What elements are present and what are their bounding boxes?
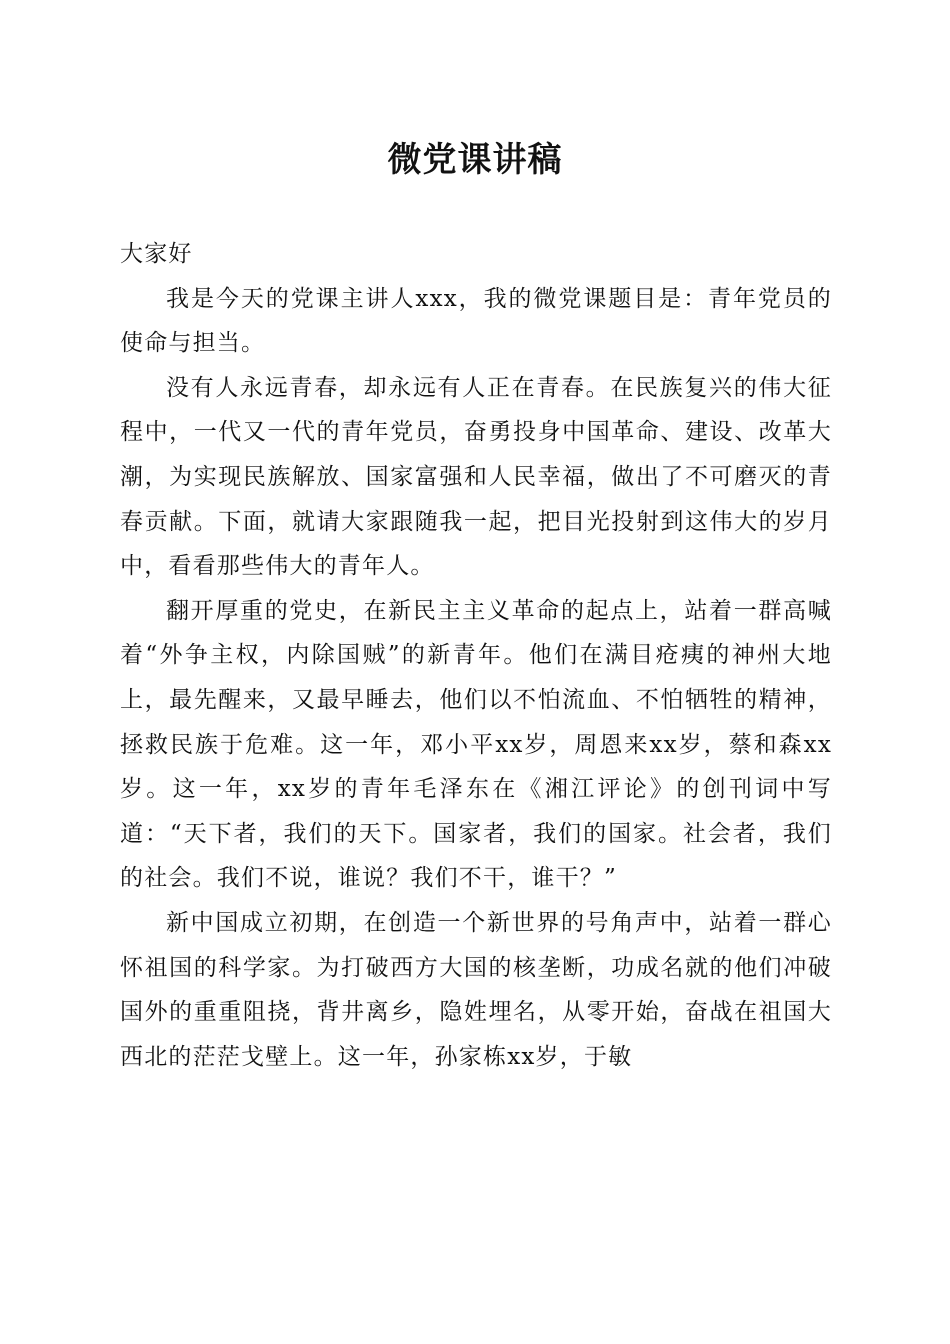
paragraph-scientists: 新中国成立初期，在创造一个新世界的号角声中，站着一群心怀祖国的科学家。为打破西方大国的核垄断，功成名就的他们冲破国外的重重阻挠，背井离乡，隐姓埋名，从零开始，奋战在祖国大西北的茫茫戈壁上。这一年，孙家栋xx岁，于敏	[120, 909, 832, 1070]
paragraph-intro: 我是今天的党课主讲人xxx，我的微党课题目是：青年党员的使命与担当。	[120, 285, 832, 357]
paragraph-youth: 没有人永远青春，却永远有人正在青春。在民族复兴的伟大征程中，一代又一代的青年党员，奋勇投身中国革命、建设、改革大潮，为实现民族解放、国家富强和人民幸福，做出了不可磨灭的青春贡献。下面，就请大家跟随我一起，把目光投射到这伟大的岁月中，看看那些伟大的青年人。	[120, 374, 832, 580]
document-title: 微党课讲稿	[387, 140, 563, 180]
document-body	[120, 232, 832, 1079]
paragraph-history: 翻开厚重的党史，在新民主主义革命的起点上，站着一群高喊着“外争主权，内除国贼”的新青年。他们在满目疮痍的神州大地上，最先醒来，又最早睡去，他们以不怕流血、不怕牺牲的精神，拯救民族于危难。这一年，邓小平xx岁，周恩来xx岁，蔡和森xx岁。这一年，xx岁的青年毛泽东在《湘江评论》的创刊词中写道：“天下者，我们的天下。国家者，我们的国家。社会者，我们的社会。我们不说，谁说？我们不干，谁干？”	[120, 597, 832, 892]
greeting-line: 大家好	[120, 241, 193, 267]
